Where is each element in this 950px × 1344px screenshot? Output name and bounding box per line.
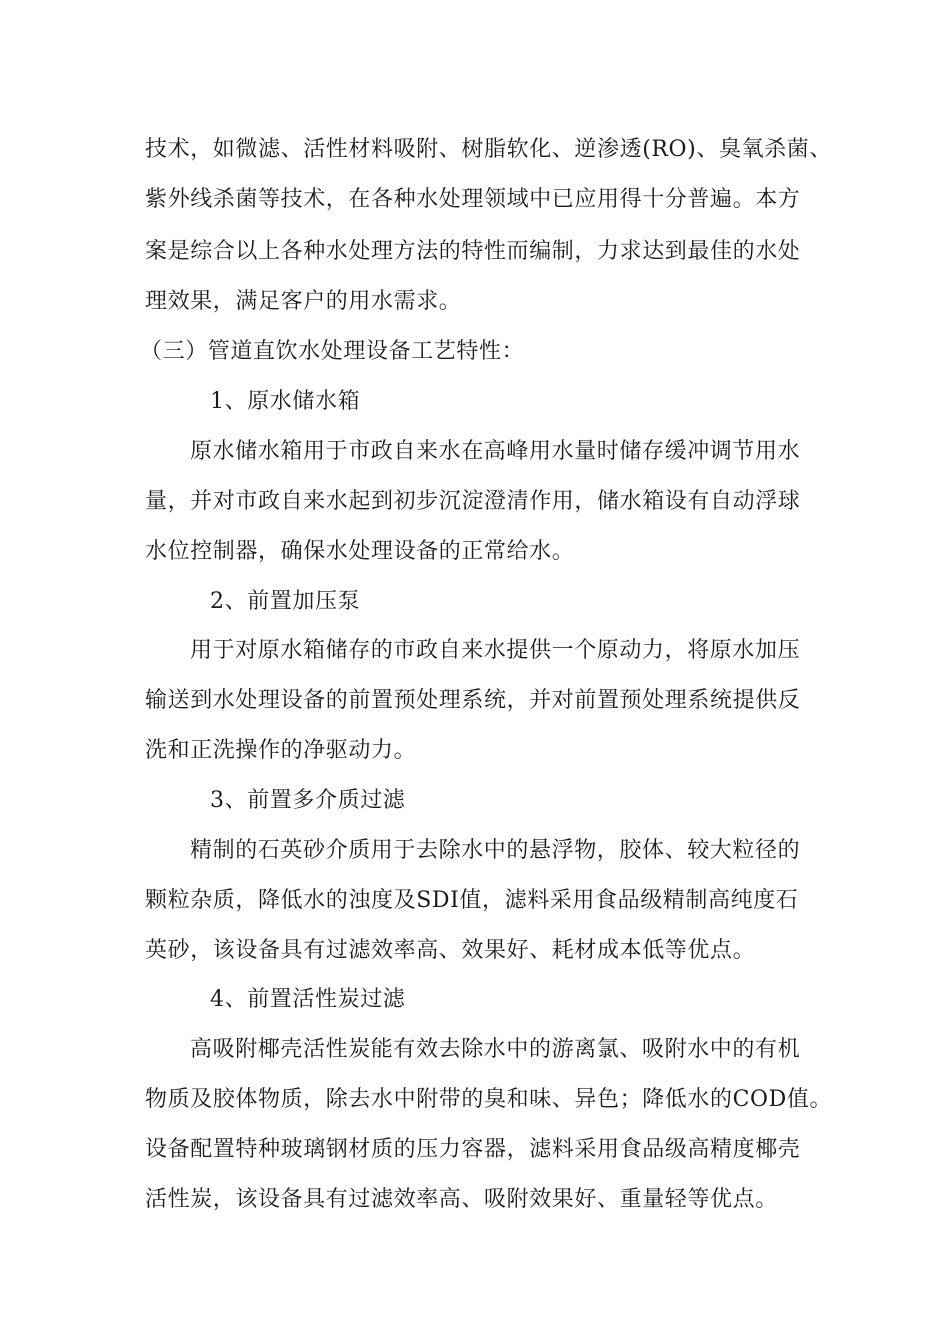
item-2-heading: 2、前置加压泵 — [210, 589, 361, 614]
section-heading: （三）管道直饮水处理设备工艺特性： — [140, 339, 525, 364]
intro-line-4: 理效果，满足客户的用水需求。 — [145, 289, 462, 314]
intro-line-2: 紫外线杀菌等技术，在各种水处理领域中已应用得十分普遍。本方 — [145, 187, 801, 212]
item-4-line-1: 高吸附椰壳活性炭能有效去除水中的游离氯、吸附水中的有机 — [190, 1037, 801, 1062]
item-4-line-4: 活性炭，该设备具有过滤效率高、吸附效果好、重量轻等优点。 — [145, 1187, 778, 1212]
item-4-line-3: 设备配置特种玻璃钢材质的压力容器，滤料采用食品级高精度椰壳 — [145, 1137, 801, 1162]
item-2-line-1: 用于对原水箱储存的市政自来水提供一个原动力，将原水加压 — [190, 638, 801, 663]
intro-line-3: 案是综合以上各种水处理方法的特性而编制，力求达到最佳的水处 — [145, 239, 801, 264]
item-4-heading: 4、前置活性炭过滤 — [210, 987, 406, 1012]
item-1-heading: 1、原水储水箱 — [210, 389, 361, 414]
item-4-line-2: 物质及胶体物质，除去水中附带的臭和味、异色；降低水的COD值。 — [145, 1087, 833, 1112]
item-3-heading: 3、前置多介质过滤 — [210, 788, 406, 813]
item-1-line-1: 原水储水箱用于市政自来水在高峰用水量时储存缓冲调节用水 — [190, 439, 801, 464]
item-3-line-2: 颗粒杂质，降低水的浊度及SDI值，滤料采用食品级精制高纯度石 — [145, 888, 799, 913]
intro-line-1: 技术，如微滤、活性材料吸附、树脂软化、逆渗透(RO)、臭氧杀菌、 — [145, 137, 832, 162]
item-3-line-1: 精制的石英砂介质用于去除水中的悬浮物，胶体、较大粒径的 — [190, 838, 801, 863]
item-3-line-3: 英砂，该设备具有过滤效率高、效果好、耗材成本低等优点。 — [145, 938, 756, 963]
item-1-line-3: 水位控制器，确保水处理设备的正常给水。 — [145, 539, 575, 564]
item-2-line-2: 输送到水处理设备的前置预处理系统，并对前置预处理系统提供反 — [145, 688, 801, 713]
item-1-line-2: 量，并对市政自来水起到初步沉淀澄清作用，储水箱设有自动浮球 — [145, 489, 801, 514]
item-2-line-3: 洗和正洗操作的净驱动力。 — [145, 738, 417, 763]
